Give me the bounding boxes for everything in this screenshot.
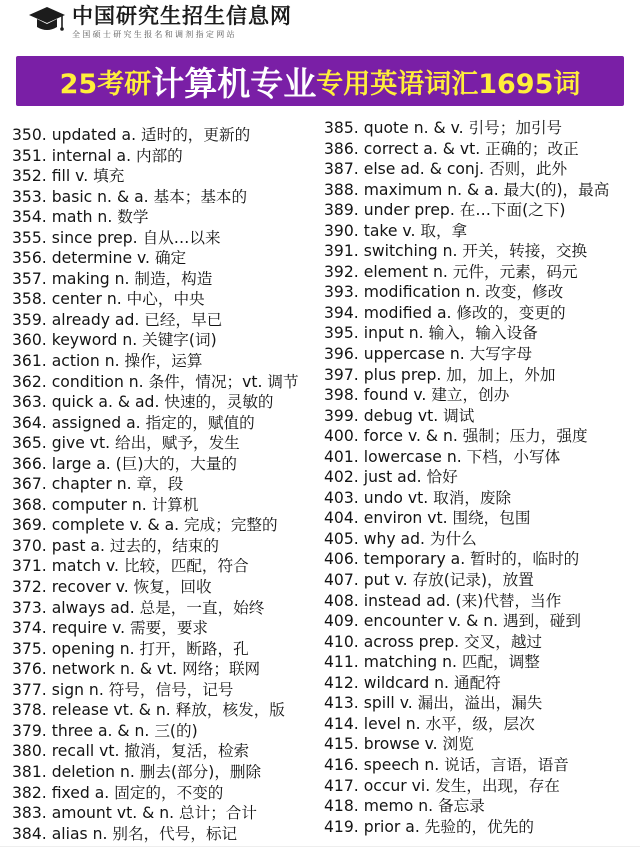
entry-definition: instead ad. (来)代替，当作 [363,591,562,610]
vocab-entry [324,159,638,180]
entry-number: 375. [12,639,47,658]
vocab-entry [324,221,638,242]
vocab-entry [324,282,638,303]
entry-number: 418. [324,797,359,816]
vocab-entry [12,289,318,310]
vocab-entry [324,549,638,570]
entry-number: 356. [12,249,47,268]
entry-number: 359. [12,310,47,329]
entry-number: 354. [12,208,47,227]
entry-number: 368. [12,495,47,514]
entry-number: 407. [324,571,359,590]
entry-number: 410. [324,632,359,651]
vocab-entry [324,529,638,550]
vocab-entry [12,125,318,146]
entry-number: 366. [12,454,47,473]
banner-major: 计算机专业 [151,63,317,103]
entry-definition: plus prep. 加，加上，外加 [363,365,556,384]
banner-vocab: 专用英语词汇1695词 [316,68,581,100]
vocab-entry [12,372,318,393]
vocab-entry [12,474,318,495]
vocab-entry [324,714,638,735]
entry-definition: matching n. 匹配，调整 [363,653,540,672]
entry-definition: chapter n. 章，段 [51,475,184,494]
vocab-entry [12,824,318,845]
entry-number: 377. [12,680,47,699]
vocab-entry [12,618,318,639]
entry-definition: give vt. 给出，赋予，发生 [51,434,240,453]
entry-number: 395. [324,324,359,343]
entry-number: 381. [12,762,47,781]
entry-definition: large a. (巨)大的，大量的 [51,454,238,473]
vocab-entry [12,454,318,475]
entry-number: 387. [324,160,359,179]
entry-definition: modification n. 改变，修改 [363,283,564,302]
entry-definition: across prep. 交叉，越过 [363,632,543,651]
entry-number: 367. [12,475,47,494]
vocab-entry [12,639,318,660]
entry-definition: uppercase n. 大写字母 [363,345,533,364]
vocab-entry [12,495,318,516]
entry-number: 372. [12,578,47,597]
entry-definition: level n. 水平，级，层次 [363,714,535,733]
vocab-column-right [324,118,638,837]
entry-definition: maximum n. & a. 最大(的)，最高 [363,180,610,199]
entry-number: 393. [324,283,359,302]
bottom-divider [0,846,640,847]
vocab-entry [324,262,638,283]
vocab-entry [12,556,318,577]
entry-definition: correct a. & vt. 正确的；改正 [363,139,579,158]
banner-year: 25考研 [59,68,152,100]
entry-definition: center n. 中心，中央 [51,290,205,309]
vocab-entry [12,351,318,372]
vocab-entry [12,392,318,413]
vocab-entry [12,207,318,228]
entry-definition: spill v. 漏出，溢出，漏失 [363,694,543,713]
entry-definition: quick a. & ad. 快速的，灵敏的 [51,393,274,412]
entry-definition: always ad. 总是，一直，始终 [51,598,265,617]
entry-number: 353. [12,187,47,206]
entry-number: 365. [12,434,47,453]
entry-definition: force v. & n. 强制；压力，强度 [363,427,588,446]
title-banner [16,56,624,106]
vocab-entry [324,570,638,591]
entry-definition: keyword n. 关键字(词) [51,331,217,350]
entry-definition: past a. 过去的，结束的 [51,536,220,555]
entry-definition: prior a. 先验的，优先的 [363,817,534,836]
entry-number: 371. [12,557,47,576]
vocab-entry [324,611,638,632]
vocab-entry [12,700,318,721]
entry-definition: release vt. & n. 释放，核发，版 [51,701,285,720]
entry-number: 400. [324,427,359,446]
entry-number: 419. [324,817,359,836]
entry-definition: network n. & vt. 网络；联网 [51,660,261,679]
entry-definition: deletion n. 删去(部分)，删除 [51,762,262,781]
entry-number: 376. [12,660,47,679]
entry-definition: else ad. & conj. 否则，此外 [363,160,568,179]
entry-number: 382. [12,783,47,802]
entry-definition: match v. 比较，匹配，符合 [51,557,249,576]
vocab-entry [12,598,318,619]
entry-definition: debug vt. 调试 [363,406,475,425]
vocab-entry [12,187,318,208]
entry-definition: quote n. & v. 引号；加引号 [363,119,563,137]
entry-definition: speech n. 说话，言语，语音 [363,755,569,774]
vocab-entry [12,146,318,167]
entry-definition: basic n. & a. 基本；基本的 [51,187,248,206]
entry-number: 412. [324,673,359,692]
vocab-entry [324,591,638,612]
entry-number: 352. [12,167,47,186]
entry-definition: environ vt. 围绕，包围 [363,509,531,528]
entry-definition: math n. 数学 [51,208,149,227]
vocab-entry [12,803,318,824]
entry-number: 350. [12,126,47,144]
entry-number: 403. [324,488,359,507]
vocab-entry [324,139,638,160]
entry-number: 408. [324,591,359,610]
entry-definition: occur vi. 发生，出现，存在 [363,776,560,795]
entry-number: 374. [12,619,47,638]
vocab-entry [324,426,638,447]
entry-number: 409. [324,612,359,631]
entry-definition: put v. 存放(记录)，放置 [363,571,534,590]
entry-number: 360. [12,331,47,350]
entry-number: 357. [12,269,47,288]
vocab-entry [12,413,318,434]
vocab-entry [12,721,318,742]
vocab-entry [12,577,318,598]
vocab-entry [324,776,638,797]
entry-definition: three a. & n. 三(的) [51,721,198,740]
vocab-entry [12,783,318,804]
entry-number: 415. [324,735,359,754]
entry-number: 401. [324,447,359,466]
vocab-entry [324,406,638,427]
vocab-entry [324,755,638,776]
entry-definition: temporary a. 暂时的，临时的 [363,550,580,569]
graduation-cap-icon [28,4,66,36]
entry-definition: making n. 制造，构造 [51,269,213,288]
vocab-entry [12,680,318,701]
entry-number: 361. [12,352,47,371]
entry-definition: lowercase n. 下档，小写体 [363,447,561,466]
site-header [0,0,640,44]
entry-number: 416. [324,755,359,774]
vocab-entry [12,248,318,269]
vocab-entry [324,447,638,468]
vocab-entry [324,323,638,344]
entry-definition: recall vt. 撤消，复活，检索 [51,742,250,761]
entry-definition: element n. 元件，元素，码元 [363,262,578,281]
entry-number: 363. [12,393,47,412]
vocab-entry [324,200,638,221]
entry-number: 399. [324,406,359,425]
vocab-entry [324,632,638,653]
entry-definition: encounter v. & n. 遇到，碰到 [363,612,581,631]
site-logo[interactable] [28,4,292,41]
vocab-entry [12,310,318,331]
entry-number: 351. [12,146,47,165]
entry-definition: sign n. 符号，信号，记号 [51,680,234,699]
entry-definition: complete v. & a. 完成；完整的 [51,516,278,535]
entry-definition: wildcard n. 通配符 [363,673,501,692]
vocab-entry [12,330,318,351]
vocab-entry [12,659,318,680]
entry-number: 405. [324,529,359,548]
entry-definition: condition n. 条件，情况；vt. 调节 [51,372,299,391]
entry-definition: take v. 取，拿 [363,221,468,240]
vocab-entry [12,433,318,454]
vocab-entry [324,303,638,324]
vocab-entry [324,118,638,139]
entry-definition: switching n. 开关，转接，交换 [363,242,588,261]
entry-definition: assigned a. 指定的，赋值的 [51,413,255,432]
entry-number: 388. [324,180,359,199]
vocab-entry [12,166,318,187]
entry-number: 392. [324,262,359,281]
vocab-entry [324,241,638,262]
entry-definition: undo vt. 取消，废除 [363,488,512,507]
vocab-entry [324,180,638,201]
entry-number: 378. [12,701,47,720]
entry-number: 398. [324,386,359,405]
entry-number: 396. [324,345,359,364]
entry-number: 390. [324,221,359,240]
entry-definition: action n. 操作，运算 [51,352,203,371]
entry-number: 380. [12,742,47,761]
entry-definition: computer n. 计算机 [51,495,199,514]
entry-number: 364. [12,413,47,432]
entry-definition: already ad. 已经，早已 [51,310,223,329]
vocab-entry [324,673,638,694]
entry-definition: just ad. 恰好 [363,468,458,487]
entry-definition: memo n. 备忘录 [363,797,485,816]
entry-number: 358. [12,290,47,309]
entry-number: 383. [12,804,47,823]
entry-number: 369. [12,516,47,535]
site-title: 中国研究生招生信息网 [72,3,292,28]
entry-definition: amount vt. & n. 总计；合计 [51,804,257,823]
vocab-entry [12,536,318,557]
vocab-entry [324,488,638,509]
entry-definition: require v. 需要，要求 [51,619,209,638]
entry-definition: updated a. 适时的，更新的 [51,126,251,144]
vocab-entry [324,467,638,488]
entry-number: 385. [324,119,359,137]
entry-number: 386. [324,139,359,158]
vocab-entry [324,365,638,386]
entry-number: 389. [324,201,359,220]
entry-definition: internal a. 内部的 [51,146,183,165]
vocab-entry [12,515,318,536]
entry-number: 373. [12,598,47,617]
entry-number: 402. [324,468,359,487]
entry-definition: opening n. 打开，断路，孔 [51,639,249,658]
entry-definition: browse v. 浏览 [363,735,474,754]
entry-number: 379. [12,721,47,740]
entry-definition: recover v. 恢复，回收 [51,578,212,597]
vocab-entry [324,796,638,817]
entry-number: 414. [324,714,359,733]
vocab-entry [324,734,638,755]
vocab-column-left [12,125,318,844]
entry-definition: modified a. 修改的，变更的 [363,303,566,322]
entry-number: 413. [324,694,359,713]
entry-number: 406. [324,550,359,569]
entry-number: 362. [12,372,47,391]
vocab-entry [12,228,318,249]
entry-definition: under prep. 在…下面(之下) [363,201,566,220]
entry-definition: fill v. 填充 [51,167,125,186]
entry-number: 355. [12,228,47,247]
vocab-entry [12,269,318,290]
entry-definition: determine v. 确定 [51,249,187,268]
entry-number: 391. [324,242,359,261]
entry-number: 370. [12,536,47,555]
entry-number: 384. [12,824,47,843]
vocab-entry [324,693,638,714]
vocab-entry [324,817,638,838]
vocab-entry [12,741,318,762]
vocab-entry [324,385,638,406]
vocab-entry [324,652,638,673]
entry-number: 404. [324,509,359,528]
entry-definition: alias n. 别名，代号，标记 [51,824,238,843]
entry-number: 397. [324,365,359,384]
vocab-entry [324,344,638,365]
entry-number: 394. [324,303,359,322]
entry-definition: since prep. 自从…以来 [51,228,221,247]
entry-definition: why ad. 为什么 [363,529,477,548]
vocab-entry [324,508,638,529]
site-subtitle: 全国硕士研究生报名和调剂指定网站 [72,30,237,39]
entry-number: 417. [324,776,359,795]
entry-definition: fixed a. 固定的，不变的 [51,783,224,802]
vocab-entry [12,762,318,783]
entry-definition: input n. 输入，输入设备 [363,324,538,343]
entry-number: 411. [324,653,359,672]
entry-definition: found v. 建立，创办 [363,386,510,405]
